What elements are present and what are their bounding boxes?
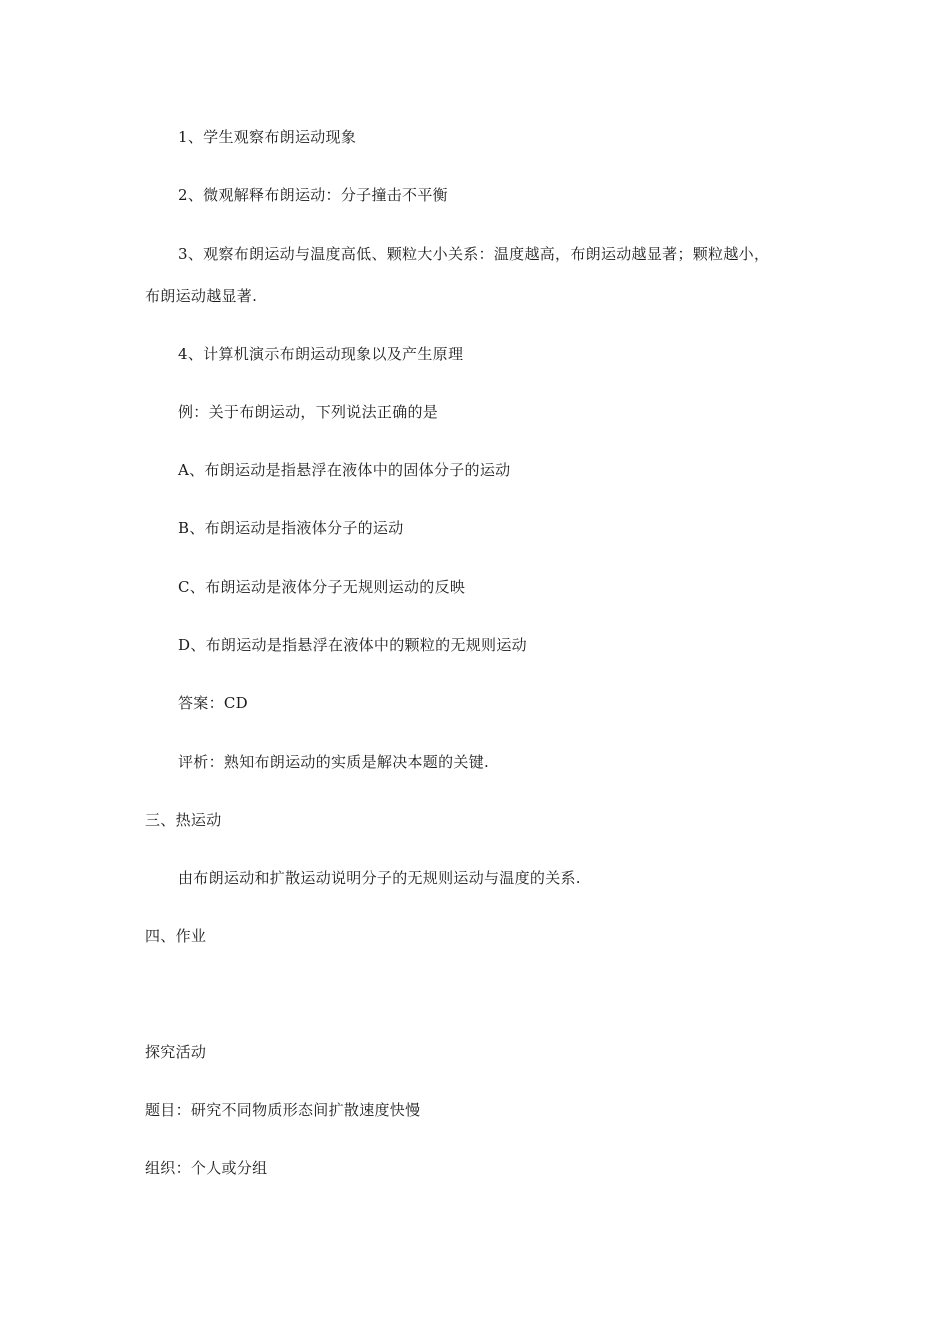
section-heading-thermal-motion: 三、热运动 (145, 811, 222, 829)
option-a: A、布朗运动是指悬浮在液体中的固体分子的运动 (178, 461, 511, 479)
answer: 答案：CD (178, 694, 249, 712)
step-2-explain: 2、微观解释布朗运动：分子撞击不平衡 (178, 186, 448, 204)
step-3-relation-line2: 布朗运动越显著. (145, 287, 258, 305)
example-question: 例：关于布朗运动，下列说法正确的是 (178, 403, 439, 421)
inquiry-topic: 题目：研究不同物质形态间扩散速度快慢 (145, 1101, 421, 1119)
inquiry-organization: 组织：个人或分组 (145, 1159, 268, 1177)
option-d: D、布朗运动是指悬浮在液体中的颗粒的无规则运动 (178, 636, 527, 654)
analysis: 评析：熟知布朗运动的实质是解决本题的关键. (178, 753, 490, 771)
thermal-motion-text: 由布朗运动和扩散运动说明分子的无规则运动与温度的关系. (178, 869, 581, 887)
option-c: C、布朗运动是液体分子无规则运动的反映 (178, 578, 466, 596)
step-1-observe: 1、学生观察布朗运动现象 (178, 128, 357, 146)
section-heading-homework: 四、作业 (145, 927, 207, 945)
step-3-relation-line1: 3、观察布朗运动与温度高低、颗粒大小关系：温度越高，布朗运动越显著；颗粒越小， (178, 245, 770, 263)
inquiry-activity-heading: 探究活动 (145, 1043, 207, 1061)
option-b: B、布朗运动是指液体分子的运动 (178, 519, 404, 537)
step-4-demo: 4、计算机演示布朗运动现象以及产生原理 (178, 345, 464, 363)
